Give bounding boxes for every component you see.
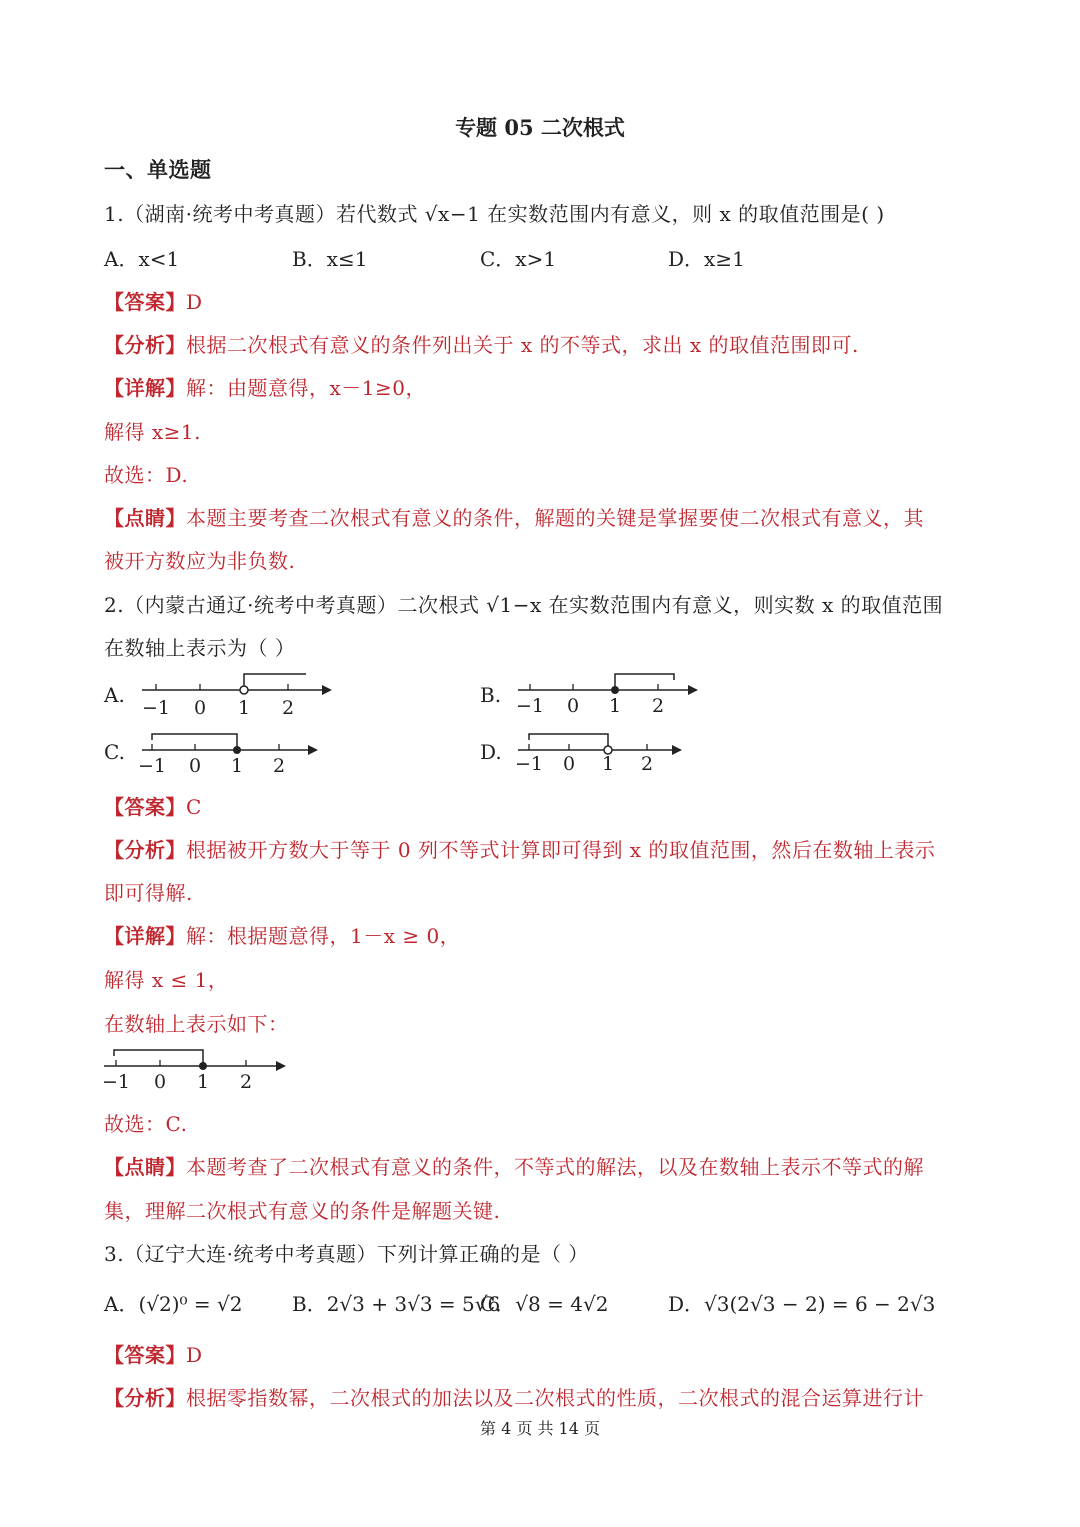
q1-choice: 故选：D.: [104, 463, 189, 487]
q1-comment-line1: 【点睛】本题主要考查二次根式有意义的条件，解题的关键是掌握要使二次根式有意义，其: [104, 506, 924, 530]
tick-label: 2: [640, 753, 654, 775]
bracket-label: 【答案】: [104, 795, 186, 819]
q1-option-d: D．x≥1: [668, 247, 745, 271]
section-heading: 一、单选题: [104, 157, 212, 182]
tick-label: −1: [515, 695, 545, 717]
q2-option-b-label: B.: [480, 683, 502, 707]
bracket-label: 【点睛】: [104, 506, 186, 530]
tick-label: 2: [272, 755, 286, 777]
bracket-label: 【答案】: [104, 290, 186, 314]
q2-analysis-line2: 即可得解.: [104, 881, 193, 905]
page-footer: 第 4 页 共 14 页: [480, 1419, 600, 1438]
q2-option-c-label: C.: [104, 740, 125, 764]
tick-label: 1: [196, 1071, 210, 1093]
q2-option-d-label: D.: [480, 740, 502, 764]
q2-option-c-number-line: [138, 726, 338, 782]
q3-analysis: 【分析】根据零指数幂，二次根式的加法以及二次根式的性质，二次根式的混合运算进行计: [104, 1386, 924, 1410]
bracket-label: 【详解】: [104, 924, 186, 948]
bracket-label: 【答案】: [104, 1343, 186, 1367]
tick-label: 0: [193, 697, 207, 719]
tick-label: 1: [237, 697, 251, 719]
q2-solution: 解得 x ≤ 1，: [104, 968, 229, 992]
bracket-label: 【分析】: [104, 838, 186, 862]
q2-option-a-label: A.: [104, 683, 125, 707]
q2-detail: 【详解】解：根据题意得，1－x ≥ 0，: [104, 924, 461, 948]
tick-label: 2: [239, 1071, 253, 1093]
bracket-label: 【分析】: [104, 333, 186, 357]
q3-option-d: D．√3(2√3 − 2) = 6 − 2√3: [668, 1292, 936, 1316]
tick-label: 0: [153, 1071, 167, 1093]
q2-option-d-number-line: [516, 726, 716, 782]
page-title: 专题 05 二次根式: [455, 115, 625, 140]
q2-analysis-line1: 【分析】根据被开方数大于等于 0 列不等式计算即可得到 x 的取值范围，然后在数轴上表示: [104, 838, 936, 862]
q1-option-c: C．x>1: [480, 247, 557, 271]
tick-label: 0: [562, 753, 576, 775]
q1-option-a: A．x<1: [104, 247, 180, 271]
q2-comment-line2: 集，理解二次根式有意义的条件是解题关键.: [104, 1199, 501, 1223]
q1-detail: 【详解】解：由题意得，x－1≥0，: [104, 376, 426, 400]
bracket-label: 【详解】: [104, 376, 186, 400]
bracket-label: 【分析】: [104, 1386, 186, 1410]
q2-solution-number-line: [100, 1042, 300, 1098]
tick-label: 1: [601, 753, 615, 775]
tick-label: 2: [281, 697, 295, 719]
q2-choice: 故选：C.: [104, 1112, 188, 1136]
tick-label: −1: [137, 755, 167, 777]
tick-label: 0: [188, 755, 202, 777]
tick-label: −1: [101, 1071, 131, 1093]
q2-option-a-number-line: [140, 668, 340, 724]
tick-label: 1: [608, 695, 622, 717]
q3-option-a: A．(√2)⁰ = √2: [104, 1292, 243, 1316]
tick-label: 0: [566, 695, 580, 717]
q3-option-b: B．2√3 + 3√3 = 5√6: [292, 1292, 501, 1316]
q2-stem-line1: 2.（内蒙古通辽·统考中考真题）二次根式 √1−x 在实数范围内有意义，则实数 x 的取值范围: [104, 593, 944, 617]
q2-number-line-intro: 在数轴上表示如下：: [104, 1012, 289, 1036]
bracket-label: 【点睛】: [104, 1155, 186, 1179]
q3-option-c: C．√8 = 4√2: [480, 1292, 609, 1316]
q2-option-b-number-line: [516, 668, 716, 724]
q1-solution: 解得 x≥1.: [104, 420, 201, 444]
tick-label: 2: [651, 695, 665, 717]
q1-answer: 【答案】D: [104, 290, 203, 314]
tick-label: −1: [141, 697, 171, 719]
q2-answer: 【答案】C: [104, 795, 202, 819]
q3-answer: 【答案】D: [104, 1343, 203, 1367]
q1-option-b: B．x≤1: [292, 247, 368, 271]
q1-analysis: 【分析】根据二次根式有意义的条件列出关于 x 的不等式，求出 x 的取值范围即可.: [104, 333, 859, 357]
tick-label: 1: [230, 755, 244, 777]
q1-stem: 1.（湖南·统考中考真题）若代数式 √x−1 在实数范围内有意义，则 x 的取值范围是( ): [104, 202, 885, 226]
q2-comment-line1: 【点睛】本题考查了二次根式有意义的条件，不等式的解法，以及在数轴上表示不等式的解: [104, 1155, 924, 1179]
tick-label: −1: [514, 753, 544, 775]
q3-stem: 3.（辽宁大连·统考中考真题）下列计算正确的是（ ）: [104, 1242, 589, 1266]
q1-comment-line2: 被开方数应为非负数.: [104, 549, 296, 573]
q2-stem-line2: 在数轴上表示为（ ）: [104, 636, 296, 660]
